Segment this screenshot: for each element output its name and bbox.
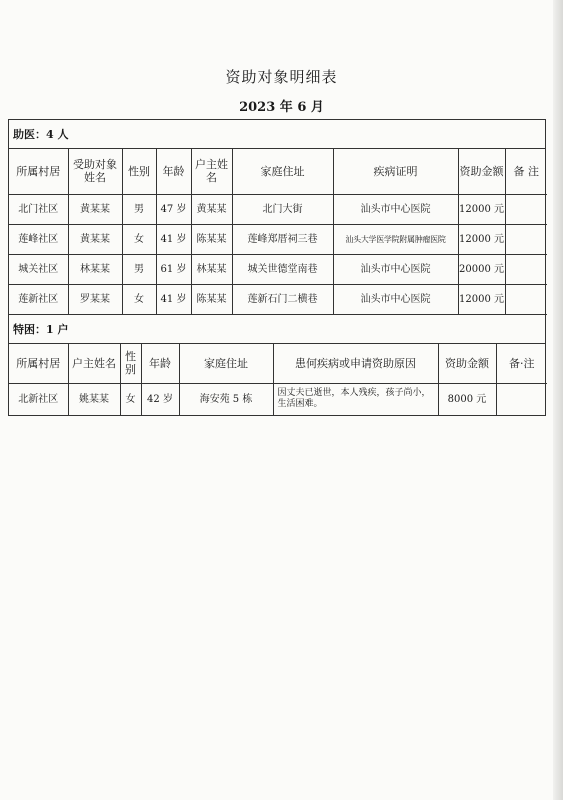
section-heading-medical-aid: 助医：4 人 [9, 120, 545, 149]
cell: 12000 元 [458, 284, 505, 314]
column-header: 患何疾病或申请资助原因 [273, 344, 438, 384]
cell: 女 [120, 384, 141, 415]
cell: 莲新社区 [9, 284, 68, 314]
column-header: 疾病证明 [333, 149, 458, 194]
cell [505, 194, 547, 224]
column-header: 资助金额 [438, 344, 496, 384]
detail-sheet [8, 119, 546, 416]
column-header: 性别 [120, 344, 141, 384]
table-row [9, 224, 547, 254]
cell [505, 254, 547, 284]
column-header: 家庭住址 [179, 344, 273, 384]
cell [496, 384, 547, 415]
cell: 61 岁 [156, 254, 191, 284]
section-heading-extreme-hardship: 特困：1 户 [9, 315, 545, 344]
cell: 黄某某 [191, 194, 232, 224]
cell: 北门大街 [232, 194, 333, 224]
table-row [9, 194, 547, 224]
cell: 汕头市中心医院 [333, 254, 458, 284]
column-header: 所属村居 [9, 149, 68, 194]
hardship-table [9, 344, 547, 415]
medical-aid-table [9, 149, 547, 315]
column-header: 备·注 [496, 344, 547, 384]
table-row [9, 384, 547, 415]
cell: 汕头市中心医院 [333, 284, 458, 314]
cell: 城关社区 [9, 254, 68, 284]
column-header: 备 注 [505, 149, 547, 194]
cell: 林某某 [191, 254, 232, 284]
column-header: 所属村居 [9, 344, 68, 384]
cell: 男 [122, 254, 156, 284]
cell: 42 岁 [141, 384, 179, 415]
column-header: 年龄 [156, 149, 191, 194]
cell: 8000 元 [438, 384, 496, 415]
column-header: 性别 [122, 149, 156, 194]
document-subtitle: 2023 年 6 月 [239, 100, 324, 115]
cell: 姚某某 [68, 384, 120, 415]
page-edge-shadow [553, 0, 563, 800]
cell: 因丈夫已逝世，本人残疾，孩子尚小，生活困难。 [273, 384, 438, 415]
column-header: 户主姓名 [191, 149, 232, 194]
column-header: 年龄 [141, 344, 179, 384]
cell: 女 [122, 284, 156, 314]
column-header: 资助金额 [458, 149, 505, 194]
table-header-row [9, 149, 547, 194]
cell: 汕头大学医学院附属肿瘤医院 [333, 224, 458, 254]
cell: 陈某某 [191, 224, 232, 254]
cell: 莲新石门二横巷 [232, 284, 333, 314]
cell: 北新社区 [9, 384, 68, 415]
cell [505, 284, 547, 314]
cell: 黄某某 [68, 194, 122, 224]
cell: 城关世德堂南巷 [232, 254, 333, 284]
cell: 陈某某 [191, 284, 232, 314]
cell: 汕头市中心医院 [333, 194, 458, 224]
cell: 男 [122, 194, 156, 224]
column-header: 受助对象姓名 [68, 149, 122, 194]
cell: 黄某某 [68, 224, 122, 254]
cell: 北门社区 [9, 194, 68, 224]
cell: 41 岁 [156, 224, 191, 254]
cell: 女 [122, 224, 156, 254]
table-header-row [9, 344, 547, 384]
column-header: 户主姓名 [68, 344, 120, 384]
cell: 林某某 [68, 254, 122, 284]
cell: 12000 元 [458, 194, 505, 224]
cell: 47 岁 [156, 194, 191, 224]
cell [505, 224, 547, 254]
cell: 41 岁 [156, 284, 191, 314]
cell: 海安苑 5 栋 [179, 384, 273, 415]
table-row [9, 284, 547, 314]
cell: 20000 元 [458, 254, 505, 284]
cell: 12000 元 [458, 224, 505, 254]
table-row [9, 254, 547, 284]
document-title: 资助对象明细表 [225, 68, 338, 86]
cell: 莲峰社区 [9, 224, 68, 254]
cell: 罗某某 [68, 284, 122, 314]
cell: 莲峰郑厝祠三巷 [232, 224, 333, 254]
column-header: 家庭住址 [232, 149, 333, 194]
